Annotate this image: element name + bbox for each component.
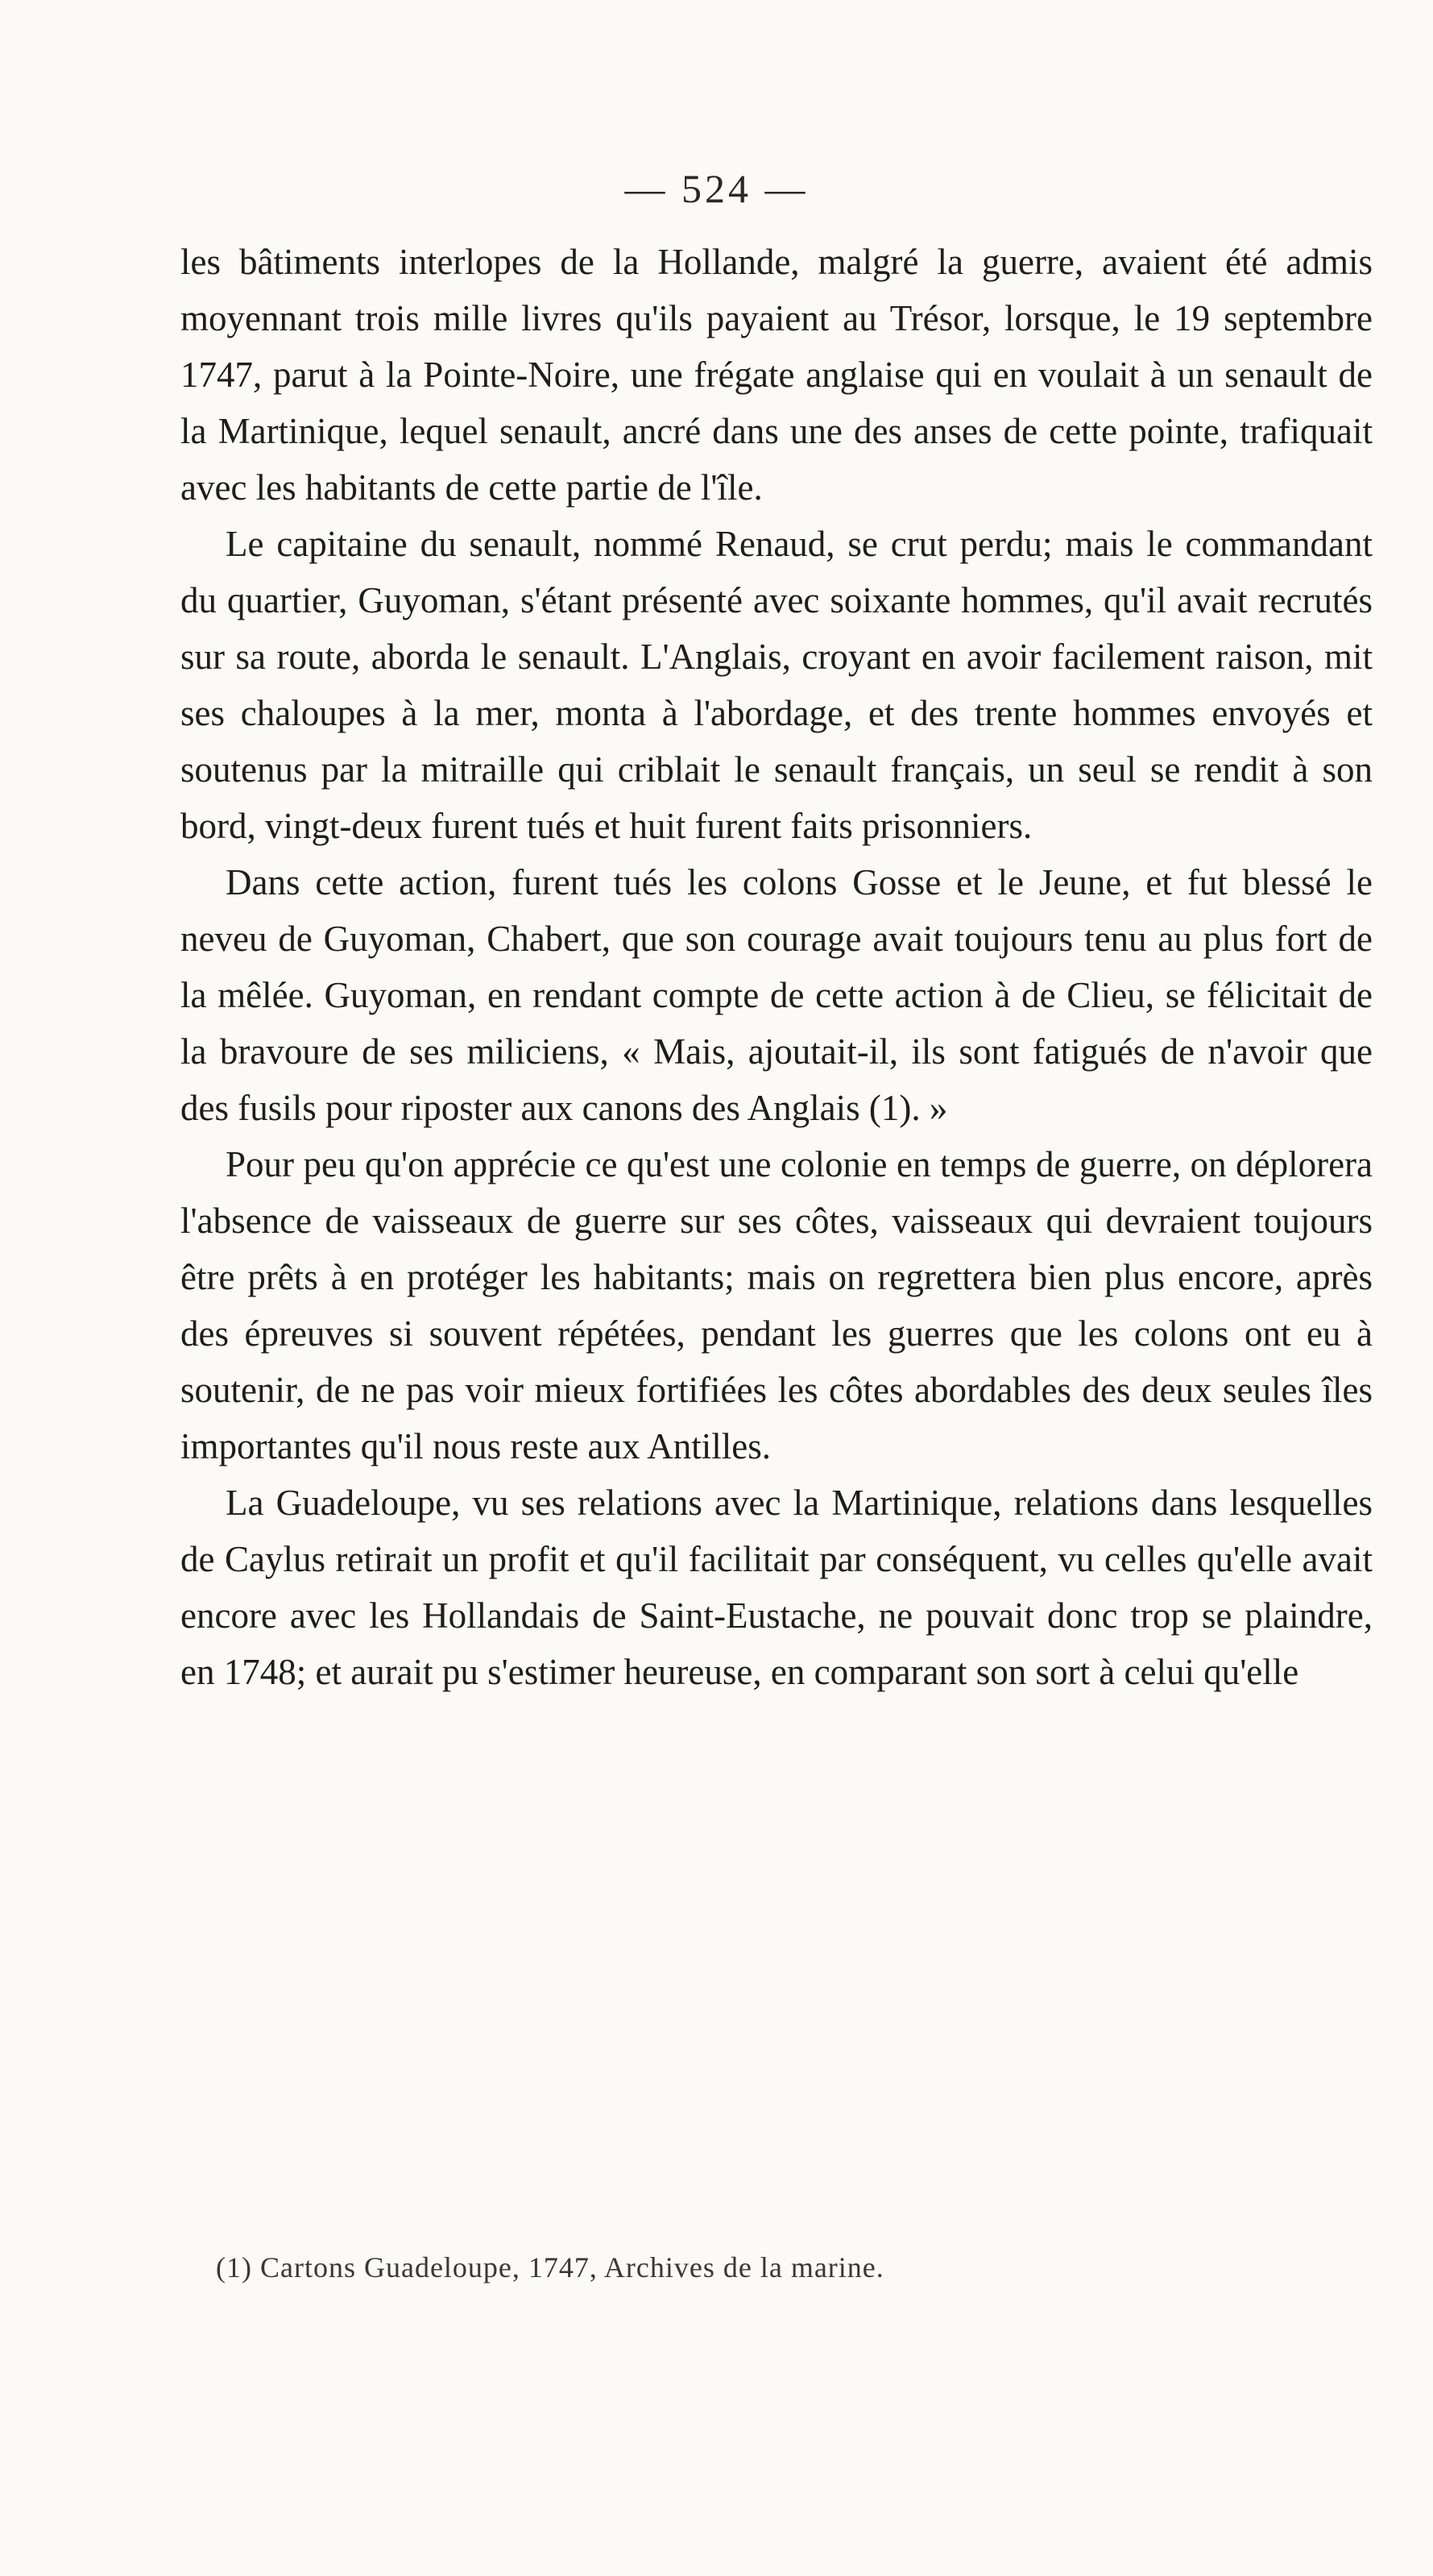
- paragraph-5: La Guadeloupe, vu ses relations avec la Martinique, relations dans lesquelles de Caylus retirait un profit et qu'il facilitait par conséquent, vu celles qu'elle avait encore avec les Hollandais de Saint-Eustache, ne pouvait donc trop se plaindre, en 1748; et aurait pu s'estimer heureuse, en comparant son sort à celui qu'elle: [180, 1483, 1373, 1692]
- paragraph-1: les bâtiments interlopes de la Hollande, malgré la guerre, avaient été admis moyennant trois mille livres qu'ils payaient au Trésor, lorsque, le 19 septembre 1747, parut à la Pointe-Noire, une frégate anglaise qui en voulait à un senault de la Martinique, lequel senault, ancré dans une des anses de cette pointe, trafiquait avec les habitants de cette partie de l'île.: [180, 242, 1373, 508]
- page-number: — 524 —: [624, 166, 809, 211]
- footnote: (1) Cartons Guadeloupe, 1747, Archives de la marine.: [216, 2251, 884, 2284]
- body-text: [180, 234, 1373, 1700]
- paragraph-3: Dans cette action, furent tués les colons Gosse et le Jeune, et fut blessé le neveu de Guyoman, Chabert, que son courage avait toujours tenu au plus fort de la mêlée. Guyoman, en rendant compte de cette action à de Clieu, se félicitait de la bravoure de ses miliciens, « Mais, ajoutait-il, ils sont fatigués de n'avoir que des fusils pour riposter aux canons des Anglais (1). »: [180, 862, 1373, 1128]
- paragraph-2: Le capitaine du senault, nommé Renaud, se crut perdu; mais le commandant du quartier, Guyoman, s'étant présenté avec soixante hommes, qu'il avait recrutés sur sa route, aborda le senault. L'Anglais, croyant en avoir facilement raison, mit ses chaloupes à la mer, monta à l'abordage, et des trente hommes envoyés et soutenus par la mitraille qui criblait le senault français, un seul se rendit à son bord, vingt-deux furent tués et huit furent faits prisonniers.: [180, 524, 1373, 846]
- paragraph-4: Pour peu qu'on apprécie ce qu'est une colonie en temps de guerre, on déplorera l'absence de vaisseaux de guerre sur ses côtes, vaisseaux qui devraient toujours être prêts à en protéger les habitants; mais on regrettera bien plus encore, après des épreuves si souvent répétées, pendant les guerres que les colons ont eu à soutenir, de ne pas voir mieux fortifiées les côtes abordables des deux seules îles importantes qu'il nous reste aux Antilles.: [180, 1144, 1373, 1466]
